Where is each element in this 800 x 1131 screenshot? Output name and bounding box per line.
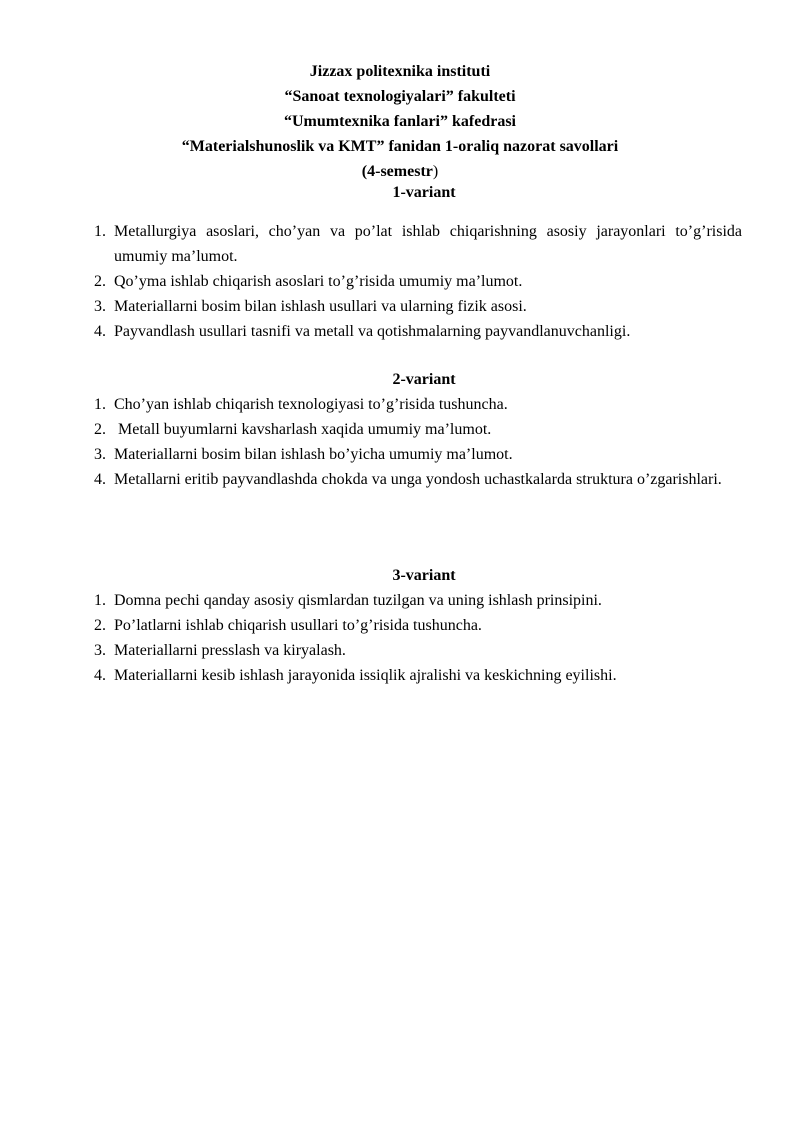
question-item [94, 219, 742, 269]
question-text: Materiallarni bosim bilan ishlash usullari va ularning fizik asosi. [114, 298, 527, 315]
question-text: Metallurgiya asoslari, cho’yan va po’lat ishlab chiqarishning asosiy jarayonlari to’g’risida umumiy ma’lumot. [114, 223, 742, 265]
variant-3-questions [94, 588, 742, 688]
variant-3-title: 3-variant [392, 567, 456, 584]
question-item [94, 442, 742, 467]
subject-title: “Materialshunoslik va KMT” fanidan 1-oraliq nazorat savollari [181, 138, 619, 155]
question-number: 4. [94, 471, 106, 488]
question-text: Cho’yan ishlab chiqarish texnologiyasi to’g’risida tushuncha. [114, 396, 508, 413]
variant-2-questions [94, 392, 742, 492]
question-number: 4. [94, 323, 106, 340]
faculty-name: “Sanoat texnologiyalari” fakulteti [284, 88, 516, 105]
question-text: Payvandlash usullari tasnifi va metall va qotishmalarning payvandlanuvchanligi. [114, 323, 631, 340]
document-header [0, 59, 800, 184]
question-text: Po’latlarni ishlab chiqarish usullari to’g’risida tushuncha. [114, 617, 482, 634]
question-item [94, 613, 742, 638]
question-number: 2. [94, 421, 106, 438]
question-number: 1. [94, 223, 106, 240]
question-number: 4. [94, 667, 106, 684]
variant-1-questions [94, 219, 742, 344]
question-number: 2. [94, 273, 106, 290]
variant-2-title: 2-variant [392, 371, 456, 388]
question-text: Domna pechi qanday asosiy qismlardan tuzilgan va uning ishlash prinsipini. [114, 592, 602, 609]
department-name: “Umumtexnika fanlari” kafedrasi [284, 113, 516, 130]
question-item [94, 319, 742, 344]
variant-1-title: 1-variant [392, 184, 456, 201]
question-item [94, 663, 742, 688]
question-item [94, 467, 742, 492]
question-text: Materiallarni bosim bilan ishlash bo’yicha umumiy ma’lumot. [114, 446, 513, 463]
question-number: 3. [94, 642, 106, 659]
question-item [94, 392, 742, 417]
question-number: 1. [94, 592, 106, 609]
semester-close-paren: ) [432, 163, 439, 180]
question-text: Qo’yma ishlab chiqarish asoslari to’g’risida umumiy ma’lumot. [114, 273, 523, 290]
question-item [94, 294, 742, 319]
question-item [94, 269, 742, 294]
semester-label: (4-semestr [361, 163, 433, 180]
question-text: Metallarni eritib payvandlashda chokda va unga yondosh uchastkalarda struktura o’zgarishlari. [114, 471, 722, 488]
institute-name: Jizzax politexnika instituti [309, 63, 491, 80]
question-text: Materiallarni presslash va kiryalash. [114, 642, 346, 659]
question-number: 3. [94, 446, 106, 463]
question-text: Materiallarni kesib ishlash jarayonida issiqlik ajralishi va keskichning eyilishi. [114, 667, 617, 684]
question-number: 2. [94, 617, 106, 634]
question-item [94, 417, 742, 442]
question-number: 1. [94, 396, 106, 413]
question-item [94, 588, 742, 613]
question-number: 3. [94, 298, 106, 315]
question-text: Metall buyumlarni kavsharlash xaqida umumiy ma’lumot. [118, 421, 492, 438]
question-item [94, 638, 742, 663]
